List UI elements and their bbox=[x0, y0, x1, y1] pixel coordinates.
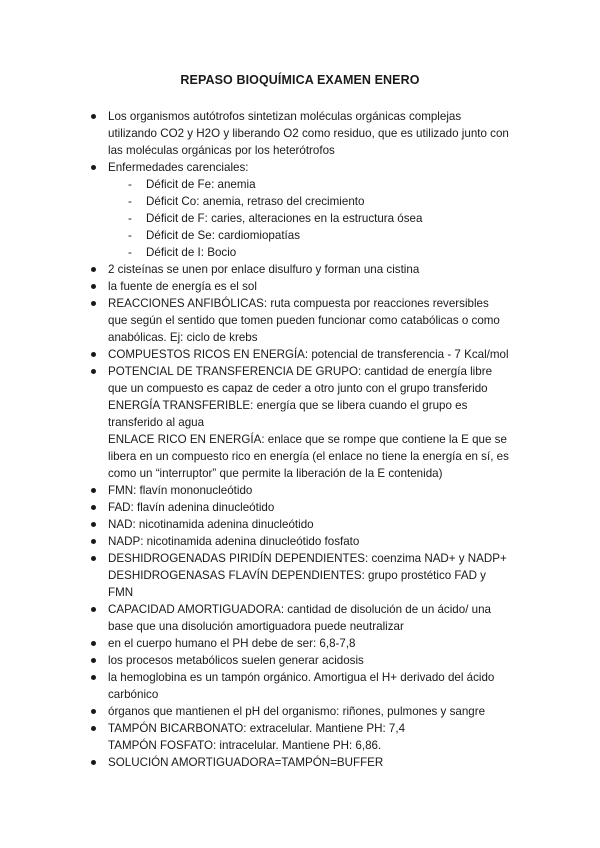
list-item-text: CAPACIDAD AMORTIGUADORA: cantidad de disolución de un ácido/ una bbox=[108, 603, 491, 616]
list-item-text: los procesos metabólicos suelen generar acidosis bbox=[108, 654, 364, 667]
bullet-icon bbox=[91, 369, 96, 374]
bullet-icon bbox=[91, 488, 96, 493]
sub-list-item bbox=[0, 227, 600, 244]
list-item bbox=[0, 261, 600, 278]
dash-icon: - bbox=[128, 195, 132, 208]
list-item-text: anabólicas. Ej: ciclo de krebs bbox=[108, 331, 258, 344]
sub-list-item-text: Déficit de Fe: anemia bbox=[146, 178, 256, 191]
bullet-icon bbox=[91, 556, 96, 561]
list-item-text: en el cuerpo humano el PH debe de ser: 6,8-7,8 bbox=[108, 637, 356, 650]
list-item bbox=[0, 159, 600, 176]
bullet-icon bbox=[91, 284, 96, 289]
list-item-text: Los organismos autótrofos sintetizan moléculas orgánicas complejas bbox=[108, 110, 462, 123]
list-item bbox=[0, 295, 600, 346]
bullet-icon bbox=[91, 658, 96, 663]
list-item bbox=[0, 720, 600, 754]
sub-list-item-text: Déficit Co: anemia, retraso del crecimiento bbox=[146, 195, 365, 208]
bullet-icon bbox=[91, 165, 96, 170]
sub-list-item bbox=[0, 210, 600, 227]
list-item bbox=[0, 635, 600, 652]
list-item-text: que un compuesto es capaz de ceder a otro junto con el grupo transferido bbox=[108, 382, 488, 395]
list-item-text: la fuente de energía es el sol bbox=[108, 280, 257, 293]
list-item-text: POTENCIAL DE TRANSFERENCIA DE GRUPO: cantidad de energía libre bbox=[108, 365, 493, 378]
list-item bbox=[0, 550, 600, 601]
sub-list-item-text: Déficit de I: Bocio bbox=[146, 246, 237, 259]
bullet-icon bbox=[91, 352, 96, 357]
list-item-text: FMN: flavín mononucleótido bbox=[108, 484, 253, 497]
dash-icon: - bbox=[128, 178, 132, 191]
list-item-text: FMN bbox=[108, 586, 134, 599]
list-item-text: libera en un compuesto rico en energía (el enlace no tiene la energía en sí, es bbox=[108, 450, 509, 463]
list-item bbox=[0, 652, 600, 669]
list-item bbox=[0, 346, 600, 363]
document-title: REPASO BIOQUÍMICA EXAMEN ENERO bbox=[180, 73, 420, 87]
list-item-text: transferido al agua bbox=[108, 416, 205, 429]
bullet-icon bbox=[91, 301, 96, 306]
list-item bbox=[0, 108, 600, 159]
dash-icon: - bbox=[128, 229, 132, 242]
list-item-text: TAMPÓN FOSFATO: intracelular. Mantiene PH: 6,86. bbox=[108, 739, 382, 752]
list-item bbox=[0, 499, 600, 516]
bullet-icon bbox=[91, 641, 96, 646]
bullet-icon bbox=[91, 539, 96, 544]
list-item-text: NAD: nicotinamida adenina dinucleótido bbox=[108, 518, 314, 531]
list-item-text: Enfermedades carenciales: bbox=[108, 161, 249, 174]
list-item-text: FAD: flavín adenina dinucleótido bbox=[108, 501, 275, 514]
list-item-text: la hemoglobina es un tampón orgánico. Amortigua el H+ derivado del ácido bbox=[108, 671, 495, 684]
list-item bbox=[0, 516, 600, 533]
list-item bbox=[0, 278, 600, 295]
bullet-icon bbox=[91, 675, 96, 680]
bullet-icon bbox=[91, 505, 96, 510]
bullet-icon bbox=[91, 760, 96, 765]
bullet-icon bbox=[91, 726, 96, 731]
list-item-text: DESHIDROGENASAS FLAVÍN DEPENDIENTES: grupo prostético FAD y bbox=[108, 569, 486, 582]
list-item bbox=[0, 703, 600, 720]
list-item-text: ENERGÍA TRANSFERIBLE: energía que se libera cuando el grupo es bbox=[108, 399, 468, 412]
list-item-text: órganos que mantienen el pH del organismo: riñones, pulmones y sangre bbox=[108, 705, 486, 718]
bullet-list bbox=[0, 108, 600, 771]
sub-list-item bbox=[0, 244, 600, 261]
list-item-text: COMPUESTOS RICOS EN ENERGÍA: potencial de transferencia - 7 Kcal/mol bbox=[108, 348, 509, 361]
list-item-text: utilizando CO2 y H2O y liberando O2 como residuo, que es utilizado junto con bbox=[108, 127, 509, 140]
list-item bbox=[0, 363, 600, 482]
list-item-text: SOLUCIÓN AMORTIGUADORA=TAMPÓN=BUFFER bbox=[108, 756, 384, 769]
sub-list-item-text: Déficit de F: caries, alteraciones en la estructura ósea bbox=[146, 212, 423, 225]
list-item-text: que según el sentido que tomen pueden funcionar como catabólicas o como bbox=[108, 314, 500, 327]
list-item bbox=[0, 754, 600, 771]
list-item-text: como un “interruptor” que permite la liberación de la E contenida) bbox=[108, 467, 443, 480]
list-item-text: carbónico bbox=[108, 688, 159, 701]
list-item bbox=[0, 482, 600, 499]
sub-list-item bbox=[0, 176, 600, 193]
list-item-text: DESHIDROGENADAS PIRIDÍN DEPENDIENTES: coenzima NAD+ y NADP+ bbox=[108, 552, 507, 565]
list-item-text: 2 cisteínas se unen por enlace disulfuro y forman una cistina bbox=[108, 263, 420, 276]
bullet-icon bbox=[91, 267, 96, 272]
list-item-text: base que una disolución amortiguadora puede neutralizar bbox=[108, 620, 404, 633]
sub-list-item-text: Déficit de Se: cardiomiopatías bbox=[146, 229, 301, 242]
bullet-icon bbox=[91, 607, 96, 612]
sub-list-item bbox=[0, 193, 600, 210]
bullet-icon bbox=[91, 114, 96, 119]
bullet-icon bbox=[91, 522, 96, 527]
list-item bbox=[0, 669, 600, 703]
list-item bbox=[0, 533, 600, 550]
list-item bbox=[0, 601, 600, 635]
list-item-text: NADP: nicotinamida adenina dinucleótido fosfato bbox=[108, 535, 360, 548]
dash-icon: - bbox=[128, 212, 132, 225]
list-item-text: las moléculas orgánicas por los heterótrofos bbox=[108, 144, 335, 157]
list-item-text: TAMPÓN BICARBONATO: extracelular. Mantiene PH: 7,4 bbox=[108, 722, 406, 735]
list-item-text: ENLACE RICO EN ENERGÍA: enlace que se rompe que contiene la E que se bbox=[108, 433, 507, 446]
list-item-text: REACCIONES ANFIBÓLICAS: ruta compuesta por reacciones reversibles bbox=[108, 297, 489, 310]
bullet-icon bbox=[91, 709, 96, 714]
dash-icon: - bbox=[128, 246, 132, 259]
